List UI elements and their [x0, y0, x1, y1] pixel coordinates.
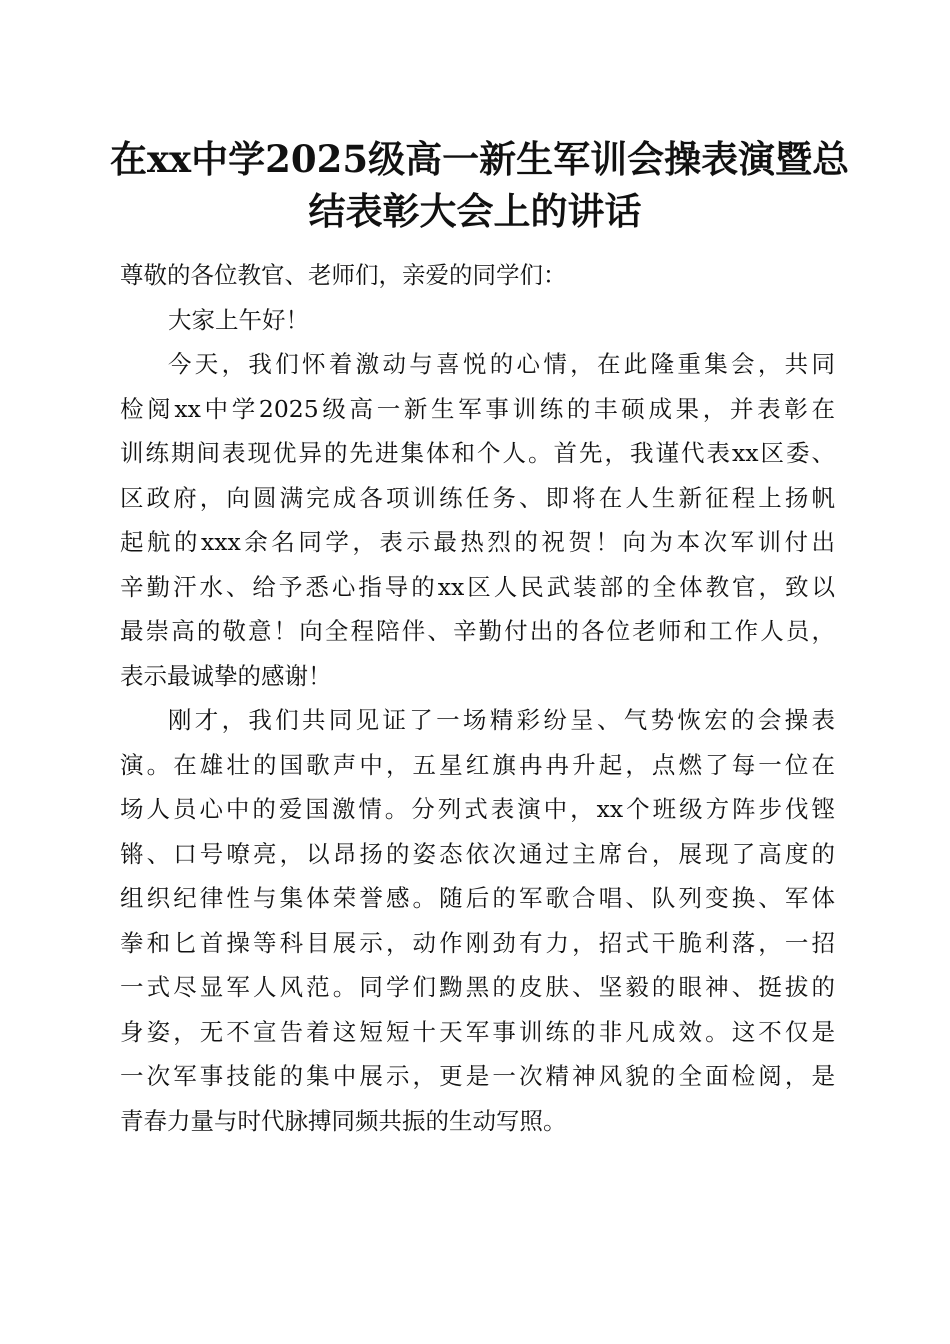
- document-title: [110, 133, 850, 237]
- paragraph-1-line: 最崇高的敬意！向全程陪伴、辛勤付出的各位老师和工作人员，: [120, 617, 835, 645]
- paragraph-2: [120, 698, 835, 1143]
- paragraph-1-line: 今天，我们怀着激动与喜悦的心情，在此隆重集会，共同: [168, 350, 835, 378]
- paragraph-2-line: 一式尽显军人风范。同学们黝黑的皮肤、坚毅的眼神、挺拔的: [120, 973, 835, 1001]
- paragraph-2-line: 场人员心中的爱国激情。分列式表演中，xx个班级方阵步伐铿: [120, 795, 835, 823]
- paragraph-1-line: 区政府，向圆满完成各项训练任务、即将在人生新征程上扬帆: [120, 483, 835, 512]
- salutation-line: 尊敬的各位教官、老师们，亲爱的同学们：: [120, 261, 567, 289]
- paragraph-2-line: 组织纪律性与集体荣誉感。随后的军歌合唱、队列变换、军体: [120, 884, 835, 912]
- paragraph-2-line: 刚才，我们共同见证了一场精彩纷呈、气势恢宏的会操表: [168, 706, 835, 734]
- greeting-line: 大家上午好！: [168, 305, 309, 334]
- paragraph-1-line: 训练期间表现优异的先进集体和个人。首先，我谨代表xx区委、: [120, 439, 835, 467]
- paragraph-2-line: 锵、口号嘹亮，以昂扬的姿态依次通过主席台，展现了高度的: [120, 839, 835, 868]
- paragraph-1: [120, 342, 835, 698]
- paragraph-1-line: 辛勤汗水、给予悉心指导的xx区人民武装部的全体教官，致以: [120, 572, 835, 601]
- paragraph-2-line: 演。在雄壮的国歌声中，五星红旗冉冉升起，点燃了每一位在: [120, 750, 835, 779]
- paragraph-1-line: 起航的xxx余名同学，表示最热烈的祝贺！向为本次军训付出: [120, 528, 835, 556]
- paragraph-2-line: 一次军事技能的集中展示，更是一次精神风貌的全面检阅，是: [120, 1062, 835, 1090]
- paragraph-2-line: 拳和匕首操等科目展示，动作刚劲有力，招式干脆利落，一招: [120, 928, 835, 957]
- paragraph-1-line: 表示最诚挚的感谢！: [120, 661, 332, 690]
- title-line-1: 在xx中学2025级高一新生军训会操表演暨总: [110, 137, 850, 181]
- title-line-2: 结表彰大会上的讲话: [308, 189, 642, 233]
- paragraph-2-line: 青春力量与时代脉搏同频共振的生动写照。: [120, 1106, 567, 1135]
- document-body: [120, 253, 835, 1143]
- paragraph-2-line: 身姿，无不宣告着这短短十天军事训练的非凡成效。这不仅是: [120, 1017, 835, 1046]
- paragraph-1-line: 检阅xx中学2025级高一新生军事训练的丰硕成果，并表彰在: [120, 394, 835, 423]
